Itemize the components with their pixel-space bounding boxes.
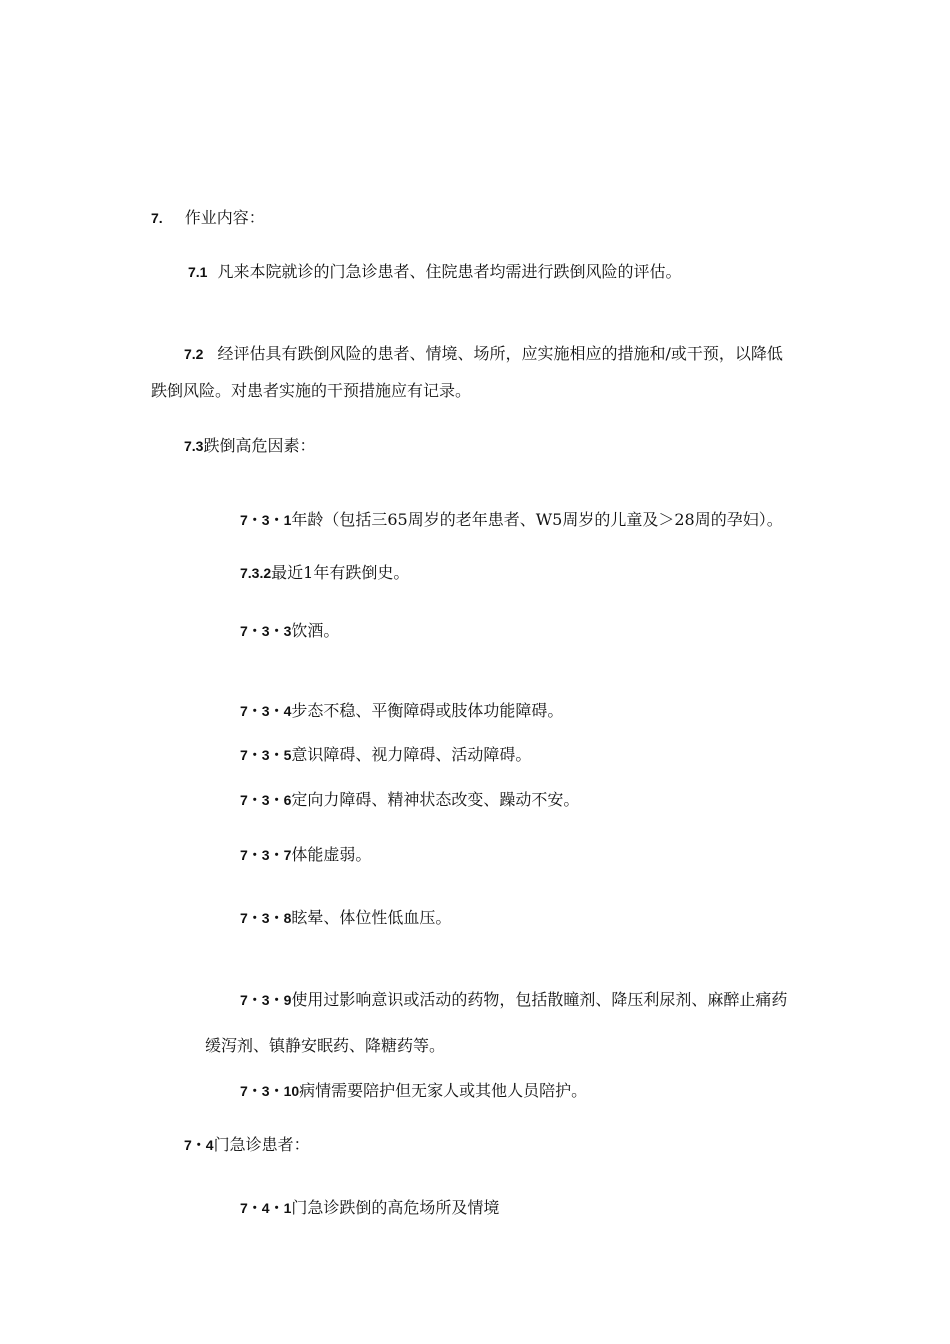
section-number: 7. [151, 210, 163, 226]
factor-item [240, 745, 531, 765]
item-number: 7・4・1 [240, 1200, 292, 1216]
factor-item [240, 510, 783, 530]
section-title: 作业内容： [184, 208, 265, 227]
factor-item [240, 701, 563, 721]
item-number: 7・3・3 [240, 623, 292, 639]
item-text: 意识障碍、视力障碍、活动障碍。 [291, 745, 532, 764]
section-number: 7.3 [184, 438, 204, 454]
paragraph-7-2-line-2 [151, 381, 471, 401]
factor-item [240, 845, 371, 865]
factor-item [240, 790, 579, 810]
factor-item-continuation [205, 1036, 445, 1056]
item-number: 7・3・10 [240, 1083, 300, 1099]
item-number: 7・3・5 [240, 747, 292, 763]
section-number: 7.1 [188, 264, 208, 280]
item-text: 步态不稳、平衡障碍或肢体功能障碍。 [291, 701, 564, 720]
item-text: 最近1年有跌倒史。 [271, 563, 410, 582]
item-number: 7・3・7 [240, 847, 292, 863]
subsection-7-4-1 [240, 1198, 499, 1218]
item-text: 缓泻剂、镇静安眠药、降糖药等。 [205, 1036, 446, 1055]
item-number: 7・3・4 [240, 703, 292, 719]
section-title: 跌倒高危因素： [203, 436, 316, 455]
item-text: 饮酒。 [291, 621, 340, 640]
factor-item [240, 990, 787, 1010]
item-number: 7・3・6 [240, 792, 292, 808]
section-title: 门急诊患者： [213, 1135, 310, 1154]
paragraph-7-1 [188, 262, 681, 282]
section-7-3-heading [184, 436, 315, 456]
section-7-4-heading [184, 1135, 310, 1155]
item-text: 病情需要陪护但无家人或其他人员陪护。 [299, 1081, 588, 1100]
paragraph-7-2-line-1 [184, 344, 783, 364]
item-text: 体能虚弱。 [291, 845, 372, 864]
factor-item [240, 563, 409, 583]
factor-item [240, 1081, 587, 1101]
item-text: 眩晕、体位性低血压。 [291, 908, 452, 927]
item-text: 年龄（包括三65周岁的老年患者、W5周岁的儿童及＞28周的孕妇）。 [291, 510, 783, 529]
factor-item [240, 621, 339, 641]
section-7-heading [151, 208, 265, 228]
item-text: 使用过影响意识或活动的药物，包括散瞳剂、降压利尿剂、麻醉止痛药 [291, 990, 788, 1009]
paragraph-text: 跌倒风险。对患者实施的干预措施应有记录。 [151, 381, 472, 400]
item-number: 7・3・8 [240, 910, 292, 926]
item-number: 7・3・1 [240, 512, 292, 528]
item-number: 7.3.2 [240, 565, 272, 581]
section-number: 7・4 [184, 1137, 214, 1153]
factor-item [240, 908, 451, 928]
item-text: 定向力障碍、精神状态改变、躁动不安。 [291, 790, 580, 809]
paragraph-text: 经评估具有跌倒风险的患者、情境、场所，应实施相应的措施和/或干预，以降低 [217, 344, 783, 363]
item-number: 7・3・9 [240, 992, 292, 1008]
section-number: 7.2 [184, 346, 204, 362]
paragraph-text: 凡来本院就诊的门急诊患者、住院患者均需进行跌倒风险的评估。 [217, 262, 682, 281]
item-text: 门急诊跌倒的高危场所及情境 [291, 1198, 500, 1217]
